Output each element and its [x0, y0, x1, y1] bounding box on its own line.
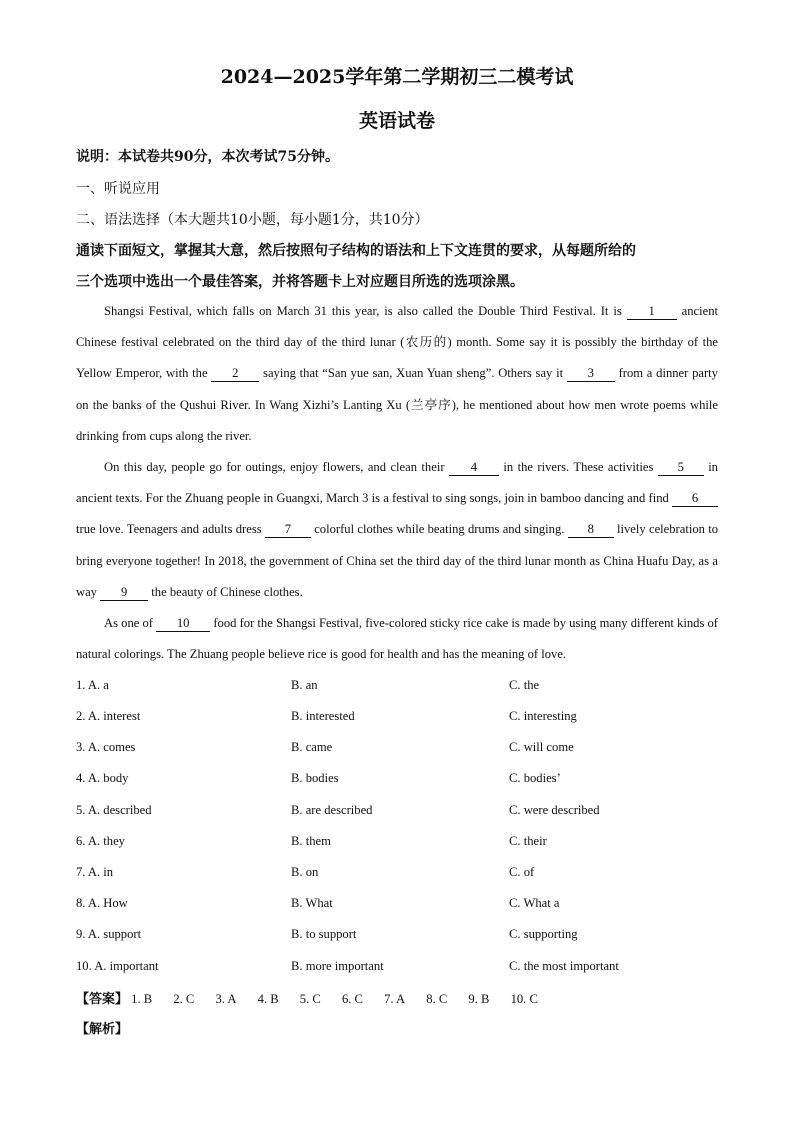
- blank-1: 1: [627, 303, 677, 320]
- answer-key: [76, 988, 556, 1007]
- section-listening: 一、听说应用: [76, 181, 160, 197]
- answer-item: 6. C: [341, 992, 363, 1006]
- option-b: B. What: [291, 896, 333, 910]
- blank-5: 5: [658, 459, 704, 476]
- answer-item: 1. B: [131, 992, 153, 1006]
- answer-item: 2. C: [173, 992, 195, 1006]
- question-row: [76, 896, 718, 916]
- answer-item: 7. A: [384, 992, 406, 1006]
- option-a: 7. A. in: [76, 865, 114, 879]
- option-b: B. interested: [291, 709, 355, 723]
- option-b: B. on: [291, 865, 319, 879]
- exam-subtitle: 英语试卷: [358, 110, 435, 132]
- option-b: B. them: [291, 834, 331, 848]
- option-c: C. the: [509, 678, 540, 692]
- option-a: 9. A. support: [76, 927, 142, 941]
- option-a: 5. A. described: [76, 803, 152, 817]
- answer-item: 9. B: [468, 992, 490, 1006]
- passage-paragraph-2: On this day, people go for outings, enjoy flowers, and clean their 4 in the rivers. These activities 5 in ancient texts. For the Zhuang people in Guangxi, March 3 is a festival to sing songs, join in bamboo dancing and find 6 true love. Teenagers and adults dress 7 colorful clothes while beating drums and singing. 8 lively celebration to bring everyone together! In 2018, the government of China set the third day of the third lunar month as China Huafu Day, as a way 9 the beauty of Chinese clothes.: [76, 460, 719, 599]
- question-row: [76, 709, 718, 729]
- question-row: [76, 834, 718, 854]
- blank-4: 4: [449, 459, 499, 476]
- question-row: [76, 927, 718, 947]
- exam-title: 2024—2025学年第二学期初三二模考试: [220, 66, 574, 88]
- question-row: [76, 959, 718, 979]
- option-b: B. to support: [291, 927, 357, 941]
- answer-item: 4. B: [257, 992, 279, 1006]
- option-c: C. their: [509, 834, 547, 848]
- option-b: B. bodies: [291, 771, 339, 785]
- question-row: [76, 865, 718, 885]
- option-c: C. What a: [509, 896, 560, 910]
- option-c: C. were described: [509, 803, 600, 817]
- question-row: [76, 803, 718, 823]
- option-c: C. interesting: [509, 709, 577, 723]
- option-a: 10. A. important: [76, 959, 159, 973]
- section-grammar: 二、语法选择（本大题共10小题，每小题1分，共10分）: [76, 212, 429, 228]
- answer-item: 5. C: [299, 992, 321, 1006]
- option-b: B. an: [291, 678, 318, 692]
- blank-6: 6: [672, 490, 718, 507]
- option-b: B. more important: [291, 959, 384, 973]
- option-c: C. bodies’: [509, 771, 561, 785]
- passage-paragraph-3: As one of 10 food for the Shangsi Festival, five-colored sticky rice cake is made by using many different kinds of natural colorings. The Zhuang people believe rice is good for health and has the meaning of love.: [76, 616, 718, 662]
- option-b: B. are described: [291, 803, 373, 817]
- answer-item: 8. C: [426, 992, 448, 1006]
- option-a: 1. A. a: [76, 678, 109, 692]
- answer-item: 3. A: [215, 992, 237, 1006]
- question-row: [76, 678, 718, 698]
- blank-8: 8: [568, 521, 614, 538]
- blank-7: 7: [265, 521, 311, 538]
- option-b: B. came: [291, 740, 333, 754]
- answer-item: 10. C: [510, 992, 538, 1006]
- blank-9: 9: [100, 584, 148, 601]
- question-row: [76, 771, 718, 791]
- question-row: [76, 740, 718, 760]
- blank-2: 2: [211, 365, 259, 382]
- option-c: C. of: [509, 865, 535, 879]
- exam-note: 说明：本试卷共90分，本次考试75分钟。: [76, 149, 339, 165]
- option-c: C. will come: [509, 740, 574, 754]
- option-c: C. supporting: [509, 927, 578, 941]
- option-a: 3. A. comes: [76, 740, 136, 754]
- passage-paragraph-1: Shangsi Festival, which falls on March 31 this year, is also called the Double Third Festival. It is 1 ancient Chinese festival celebrated on the third day of the third lunar (农历的) month. Some say it is possibly the birthday of the Yellow Emperor, with the 2 saying that “San yue san, Xuan Yuan sheng”. Others say it 3 from a dinner party on the banks of the Qushui River. In Wang Xizhi’s Lanting Xu (兰亭序), he mentioned about how men wrote poems while drinking from cups along the river.: [76, 304, 719, 443]
- blank-10: 10: [156, 615, 210, 632]
- option-a: 8. A. How: [76, 896, 128, 910]
- option-a: 6. A. they: [76, 834, 125, 848]
- option-a: 2. A. interest: [76, 709, 141, 723]
- answer-label: 【答案】: [76, 992, 129, 1007]
- blank-3: 3: [567, 365, 615, 382]
- analysis-label: 【解析】: [76, 1022, 129, 1037]
- reading-passage: [76, 296, 718, 670]
- option-a: 4. A. body: [76, 771, 129, 785]
- directions-line-1: 通读下面短文，掌握其大意，然后按照句子结构的语法和上下文连贯的要求，从每题所给的: [76, 243, 636, 259]
- option-c: C. the most important: [509, 959, 619, 973]
- directions-line-2: 三个选项中选出一个最佳答案，并将答题卡上对应题目所选的选项涂黑。: [76, 274, 524, 290]
